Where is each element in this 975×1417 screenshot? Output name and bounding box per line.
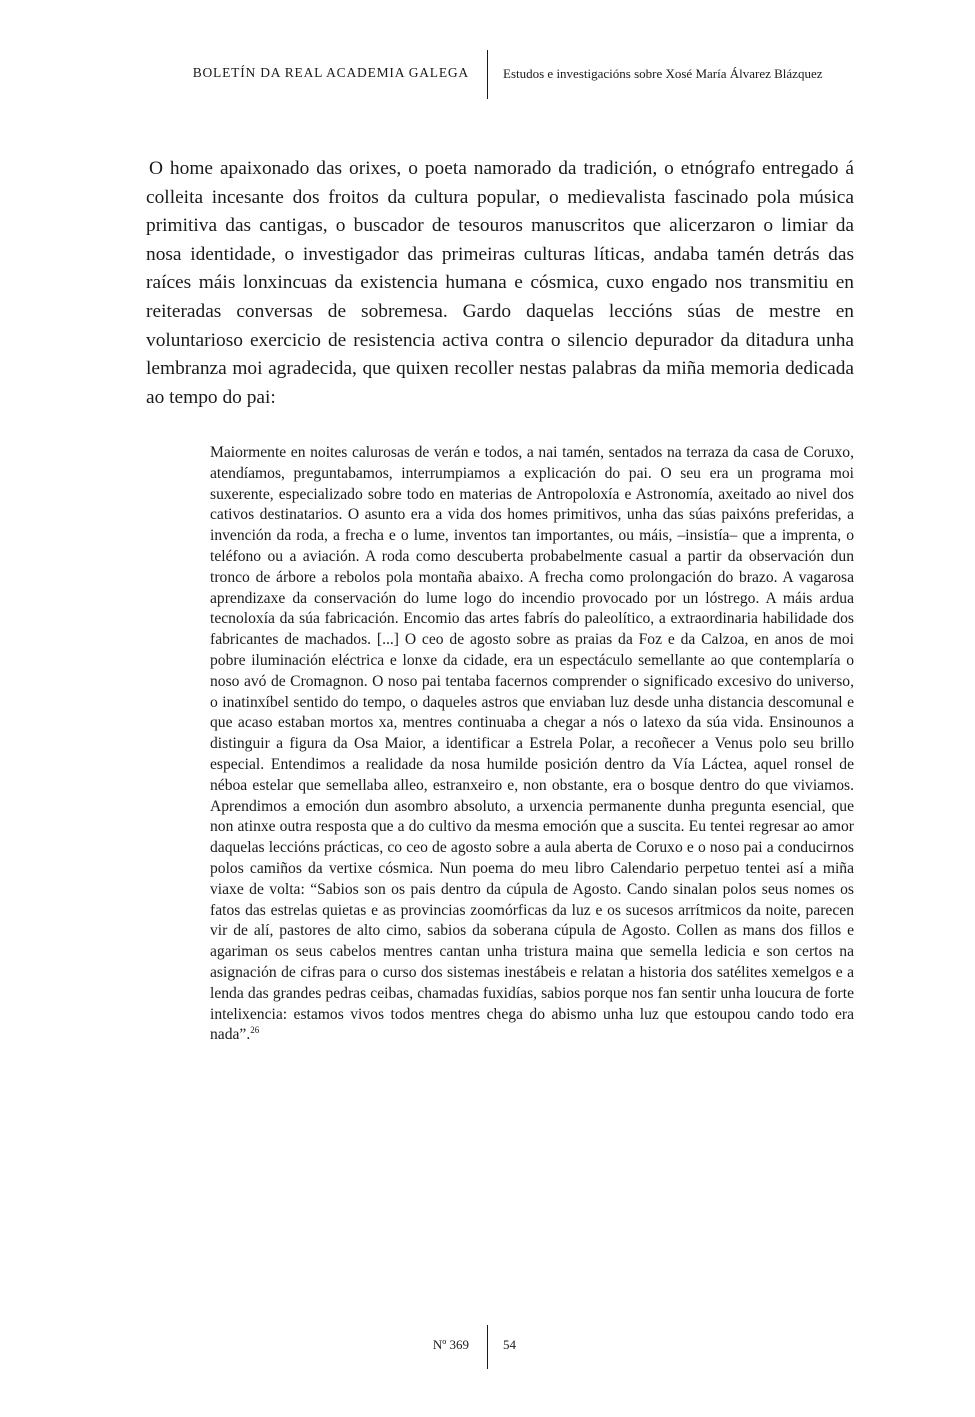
section-title: Estudos e investigacións sobre Xosé María Álvarez Blázquez xyxy=(503,66,823,81)
quote-text: Maiormente en noites calurosas de verán e todos, a nai tamén, sentados na terraza da casa de Coruxo, atendíamos, preguntabamos, interrumpiamos a explicación do pai. O seu era un programa moi suxerente, especializado sobre todo en materias de Antropoloxía e Astronomía, axeitado ao nivel dos cativos destinatarios. O asunto era a vida dos homes primitivos, unha das súas paixóns preferidas, a invención da roda, a frecha e o lume, inventos tan importantes, ou máis, –insistía– que a imprenta, o teléfono ou a aviación. A roda como descuberta probabelmente casual a partir da observación dun tronco de árbore a rebolos pola montaña abaixo. A frecha como prolongación do brazo. A vagarosa aprendizaxe da conservación do lume logo do incendio provocado por un lóstrego. A máis ardua tecnoloxía da súa fabricación. Encomio das artes fabrís do paleolítico, a extraordinaria habilidade dos fabricantes de machados. [...] O ceo de agosto sobre as praias da Foz e da Calzoa, en anos de moi pobre iluminación eléctrica e lonxe da cidade, era un espectáculo semellante ao que contemplaría o noso avó de Cromagnon. O noso pai tentaba facernos comprender o significado excesivo do universo, o inatinxíbel sentido do tempo, o daqueles astros que enviaban luz desde unha distancia descomunal e que acaso estaban mortos xa, mentres continuaba a chegar a nós o latexo da súa vida. Ensinounos a distinguir a figura da Osa Maior, a identificar a Estrela Polar, a recoñecer a Venus polo seu brillo especial. Entendimos a realidade da nosa humilde posición dentro da Vía Láctea, aquel ronsel de néboa estelar que semellaba alleo, estranxeiro e, non obstante, era o bosque dentro do que viviamos. Aprendimos a emoción dun asombro absoluto, a urxencia permanente dunha pregunta esencial, que non atinxe outra resposta que a do cultivo da mesma emoción que a suscita. Eu tentei regresar ao amor daquelas leccións prácticas, co ceo de agosto sobre a aula aberta de Coruxo e o noso pai a conducirnos polos camiños da vertixe cósmica. Nun poema do meu libro Calendario perpetuo tentei así a miña viaxe de volta: “Sabios son os pais dentro da cúpula de Agosto. Cando sinalan polos seus nomes os fatos das estrelas quietas e as provincias zoomórficas da luz e os sucesos arrítmicos da noite, parecen vir de alí, pastores de alto cimo, sabios da soberana cúpula de Agosto. Collen as mans dos fillos e agariman os seus cabelos mentres cantan unha tristura maina que semella ledicia e son certos na asignación de cifras para o curso dos sistemas inestábeis e relatan a historia dos satélites xemelgos e a lenda das grandes pedras ceibas, chamadas fuxidías, sabios porque nos fan sentir unha loucura de forte intelixencia: estamos vivos todos mentres chega do abismo unha luz que estoupou cando todo era nada”. xyxy=(210,444,854,1044)
footer-divider xyxy=(487,1325,488,1369)
block-quote xyxy=(210,443,854,1046)
header-divider xyxy=(487,50,488,99)
page-number: 54 xyxy=(503,1337,516,1352)
running-header xyxy=(0,50,975,102)
issue-number: Nº 369 xyxy=(432,1337,469,1352)
page-footer xyxy=(0,1325,975,1373)
journal-title: BOLETÍN DA REAL ACADEMIA GALEGA xyxy=(192,65,469,80)
body-paragraph: O home apaixonado das orixes, o poeta namorado da tradición, o etnógrafo entregado á colleita incesante dos froitos da cultura popular, o medievalista fascinado pola música primitiva das cantigas, o buscador de tesouros manuscritos que alicerzaron o limiar da nosa identidade, o investigador das primeiras culturas líticas, andaba tamén detrás das raíces máis lonxincuas da existencia humana e cósmica, cuxo engado nos transmitiu en reiteradas conversas de sobremesa. Gardo daquelas leccións súas de mestre en voluntarioso exercicio de resistencia activa contra o silencio depurador da ditadura unha lembranza moi agradecida, que quixen recoller nestas palabras da miña memoria dedicada ao tempo do pai: xyxy=(146,158,854,408)
footnote-reference[interactable]: 26 xyxy=(250,1025,260,1036)
